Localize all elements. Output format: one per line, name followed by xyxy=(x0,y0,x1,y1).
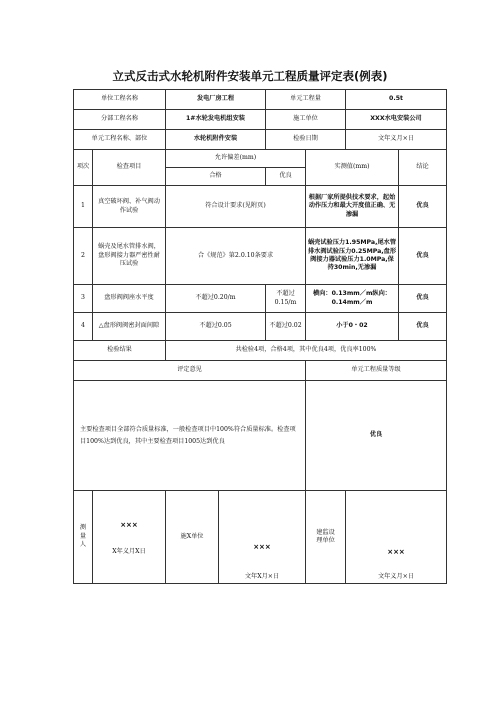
row-conclusion: 优良 xyxy=(399,186,447,228)
table-row xyxy=(74,186,447,228)
result-text: 共检验4项，合格4项，其中优良4项，优良率100% xyxy=(166,341,447,361)
col-header-item: 检查项目 xyxy=(93,150,166,186)
row-item: 蜗壳及尾水管排水阀，盘形阀接力器严密性耐压试验 xyxy=(93,228,166,285)
row-tolerance: 合《规范》第2.0.10条要求 xyxy=(166,228,306,285)
quality-assessment-table xyxy=(73,89,447,584)
surveyor-sign-cell xyxy=(93,491,166,584)
col-header-tolerance: 允许偏差(mm) xyxy=(166,150,306,168)
grade-label: 单元工程质量等级 xyxy=(306,361,447,381)
row-no: 2 xyxy=(74,228,93,285)
contractor-label: 施工单位 xyxy=(266,110,346,130)
row-item: 真空破坏阀、补气阀动作试验 xyxy=(93,186,166,228)
unit-project-value: 发电厂房工程 xyxy=(166,90,266,110)
row-qualified: 不超过0.20/m xyxy=(166,285,266,313)
row-measured: 蜗壳试验压力1.95MPa,尾水管排水阀试验压力0.25MPa,盘形阀接力器试验压力1.0MPa,保持30min,无渗漏 xyxy=(306,228,399,285)
construction-name: ××× xyxy=(253,543,271,551)
grade-value: 优良 xyxy=(306,381,447,491)
row-no: 3 xyxy=(74,285,93,313)
row-conclusion: 优良 xyxy=(399,313,447,341)
table-row xyxy=(74,228,447,285)
col-header-excellent: 优良 xyxy=(266,168,306,186)
surveyor-name: ××× xyxy=(120,521,138,529)
row-no: 4 xyxy=(74,313,93,341)
element-value: 水轮机附件安装 xyxy=(166,130,266,150)
row-item: △盘形阀阀密封面间隙 xyxy=(93,313,166,341)
supervisor-label: 建监设理单位 xyxy=(306,491,346,584)
unit-project-label: 单位工程名称 xyxy=(74,90,166,110)
supervisor-sign-cell xyxy=(346,491,447,584)
row-conclusion: 优良 xyxy=(399,228,447,285)
inspection-date-value: 文年义月×日 xyxy=(346,130,447,150)
inspection-date-label: 检验日期 xyxy=(266,130,346,150)
column-header-row xyxy=(74,150,447,168)
surveyor-label: 测量人 xyxy=(74,491,93,584)
result-label: 检验结果 xyxy=(74,341,166,361)
construction-unit-label: 施X单位 xyxy=(166,491,219,584)
header-row-division xyxy=(74,110,447,130)
construction-sign-cell xyxy=(219,491,306,584)
row-measured: 横向：0.13mm／m纵向：0.14mm／m xyxy=(306,285,399,313)
assessment-row xyxy=(74,381,447,491)
table-row xyxy=(74,285,447,313)
row-measured: 小于0・02 xyxy=(306,313,399,341)
header-row-unit xyxy=(74,90,447,110)
col-header-qualified: 合格 xyxy=(166,168,266,186)
table-row xyxy=(74,313,447,341)
row-excellent: 不超过0.02 xyxy=(266,313,306,341)
supervisor-date: 文年义月×日 xyxy=(377,573,415,580)
col-header-conclusion: 结论 xyxy=(399,150,447,186)
assessment-header-row xyxy=(74,361,447,381)
element-label: 单元工程名称、部位 xyxy=(74,130,166,150)
division-label: 分部工程名称 xyxy=(74,110,166,130)
signature-row xyxy=(74,491,447,584)
surveyor-date: X年义月X日 xyxy=(112,548,146,555)
row-qualified: 不超过0.05 xyxy=(166,313,266,341)
row-excellent: 不超过0.15/m xyxy=(266,285,306,313)
header-row-element xyxy=(74,130,447,150)
row-tolerance: 符合设计要求(见附页) xyxy=(166,186,306,228)
row-item: 盘形阀阀座水平度 xyxy=(93,285,166,313)
supervisor-name: ××× xyxy=(387,548,405,556)
unit-quantity-value: 0.5t xyxy=(346,90,447,110)
division-value: 1#水轮发电机组安装 xyxy=(166,110,266,130)
row-no: 1 xyxy=(74,186,93,228)
page-title: 立式反击式水轮机附件安装单元工程质量评定表(例表) xyxy=(112,69,388,83)
row-measured: 根据厂家所提供技术要求，起始动作压力和最大开度值正确、无渗漏 xyxy=(306,186,399,228)
unit-quantity-label: 单元工程量 xyxy=(266,90,346,110)
result-row xyxy=(74,341,447,361)
construction-date: 文年X月×日 xyxy=(244,573,280,580)
opinion-text: 主要检查项目全部符合质量标准，一般检查项目中100%符合质量标准。检查项目100%达到优良，其中主要检查项目1005达到优良 xyxy=(74,381,306,491)
opinion-label: 评定意见 xyxy=(74,361,306,381)
row-conclusion: 优良 xyxy=(399,285,447,313)
col-header-measured: 实测值(mm) xyxy=(306,150,399,186)
contractor-value: XXX水电安装公司 xyxy=(346,110,447,130)
col-header-no: 项次 xyxy=(74,150,93,186)
